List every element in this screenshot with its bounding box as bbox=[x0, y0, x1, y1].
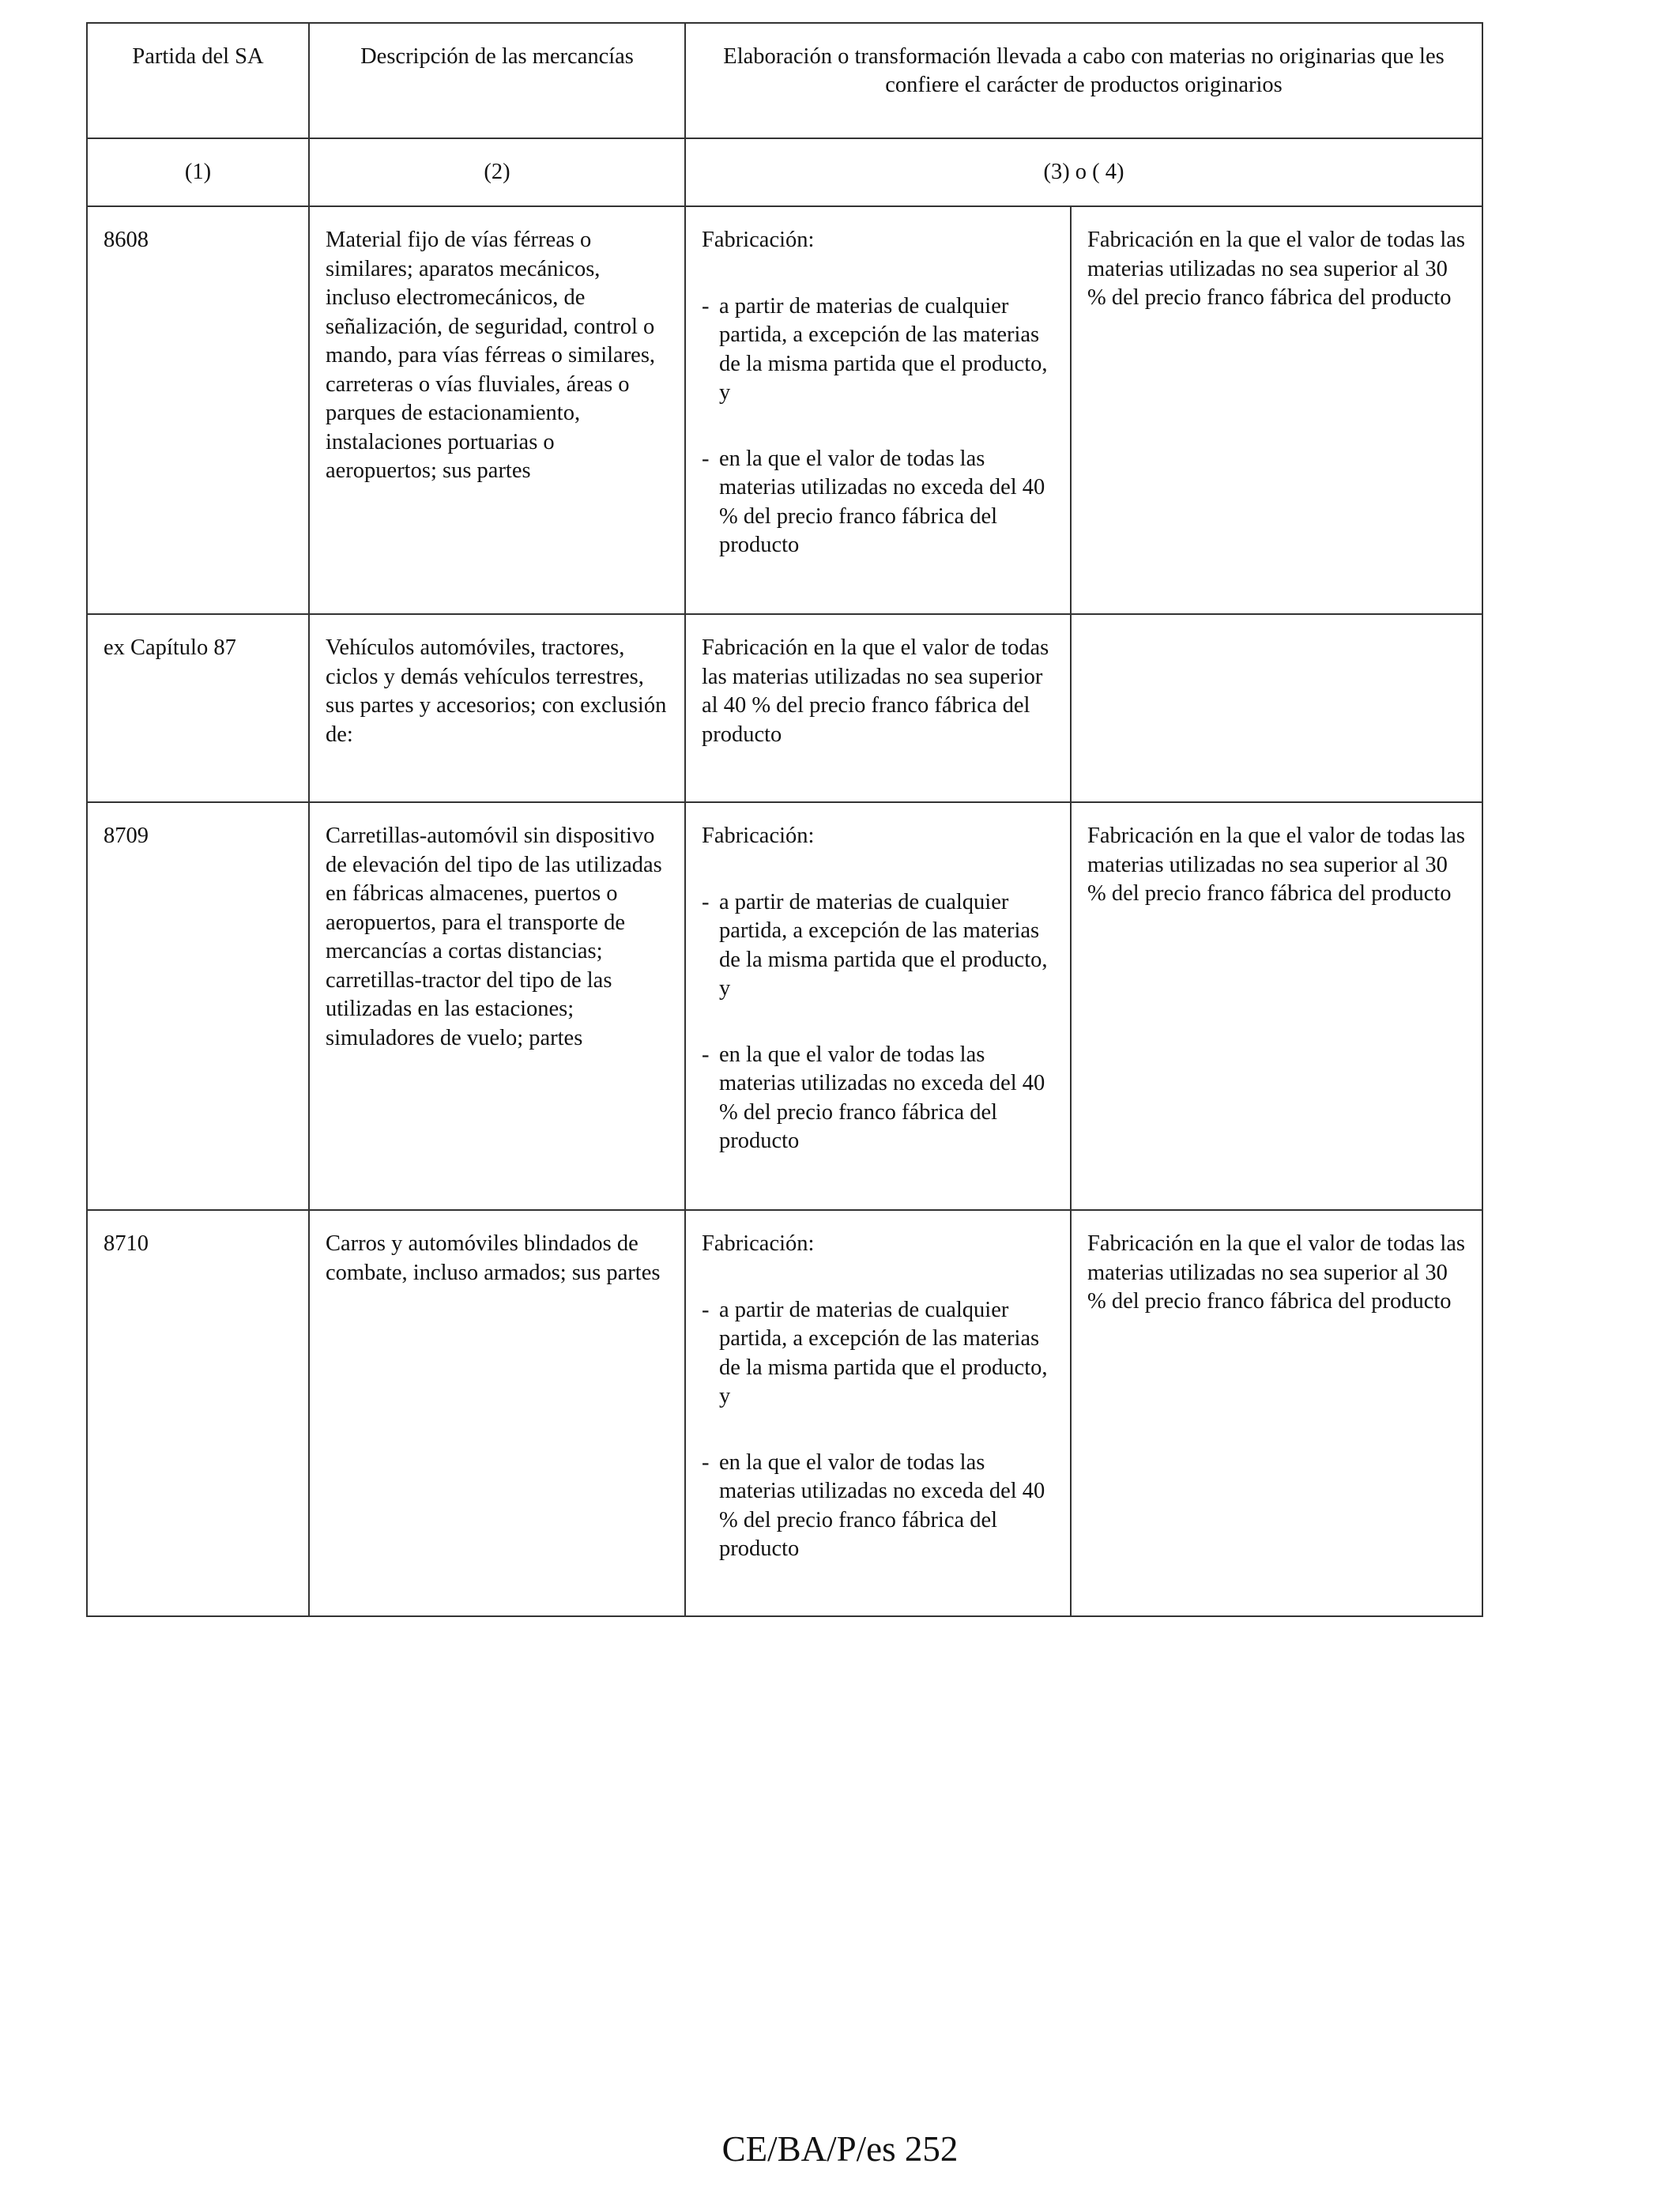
page-footer-reference: CE/BA/P/es 252 bbox=[721, 2129, 959, 2169]
table-row bbox=[87, 614, 1482, 802]
cell-rule-col3: Fabricación en la que el valor de todas las materias utilizadas no sea superior al 40 % del precio franco fábrica del producto bbox=[685, 614, 1071, 802]
cell-rule-col3 bbox=[685, 802, 1071, 1210]
rule-bullet bbox=[702, 445, 1054, 560]
rule-bullet bbox=[702, 888, 1054, 1004]
cell-description: Carretillas-automóvil sin dispositivo de elevación del tipo de las utilizadas en fábricas almacenes, puertos o aeropuertos, para el transporte de mercancías a cortas distancias; carretillas-tractor del tipo de las utilizadas en las estaciones; simuladores de vuelo; partes bbox=[309, 802, 685, 1210]
header-goods-description: Descripción de las mercancías bbox=[309, 23, 685, 138]
bullet-marker: - bbox=[702, 1042, 710, 1067]
column-number-2: (2) bbox=[309, 138, 685, 206]
bullet-marker: - bbox=[702, 1449, 710, 1475]
bullet-text: a partir de materias de cualquier partida, a excepción de las materias de la misma partida que el producto, y bbox=[719, 1297, 1048, 1408]
cell-rule-col3 bbox=[685, 1210, 1071, 1616]
bullet-marker: - bbox=[702, 293, 710, 319]
cell-rule-col4: Fabricación en la que el valor de todas las materias utilizadas no sea superior al 30 % del precio franco fábrica del producto bbox=[1071, 206, 1482, 614]
header-working-processing: Elaboración o transformación llevada a cabo con materias no originarias que les confiere el carácter de productos originarios bbox=[685, 23, 1482, 138]
table-row bbox=[87, 802, 1482, 1210]
bullet-marker: - bbox=[702, 446, 710, 471]
rule-bullet bbox=[702, 1041, 1054, 1156]
bullet-text: en la que el valor de todas las materias utilizadas no exceda del 40 % del precio franco fábrica del producto bbox=[719, 446, 1045, 557]
rule-bullet bbox=[702, 1296, 1054, 1412]
header-hs-heading: Partida del SA bbox=[87, 23, 309, 138]
cell-rule-col4: Fabricación en la que el valor de todas las materias utilizadas no sea superior al 30 % del precio franco fábrica del producto bbox=[1071, 802, 1482, 1210]
column-number-3-or-4: (3) o ( 4) bbox=[685, 138, 1482, 206]
bullet-text: a partir de materias de cualquier partida, a excepción de las materias de la misma partida que el producto, y bbox=[719, 293, 1048, 405]
table-row bbox=[87, 206, 1482, 614]
cell-hs-heading: 8608 bbox=[87, 206, 309, 614]
cell-rule-col3 bbox=[685, 206, 1071, 614]
table-row bbox=[87, 1210, 1482, 1616]
rule-bullet bbox=[702, 1449, 1054, 1564]
column-number-row bbox=[87, 138, 1482, 206]
cell-hs-heading: ex Capítulo 87 bbox=[87, 614, 309, 802]
rule-intro: Fabricación: bbox=[702, 824, 815, 848]
cell-rule-col4: Fabricación en la que el valor de todas las materias utilizadas no sea superior al 30 % del precio franco fábrica del producto bbox=[1071, 1210, 1482, 1616]
table-header-row bbox=[87, 23, 1482, 138]
bullet-marker: - bbox=[702, 889, 710, 914]
rule-intro: Fabricación: bbox=[702, 1231, 815, 1256]
cell-description: Vehículos automóviles, tractores, ciclos y demás vehículos terrestres, sus partes y accesorios; con exclusión de: bbox=[309, 614, 685, 802]
cell-description: Carros y automóviles blindados de combate, incluso armados; sus partes bbox=[309, 1210, 685, 1616]
origin-rules-table bbox=[86, 22, 1483, 1617]
cell-hs-heading: 8709 bbox=[87, 802, 309, 1210]
bullet-text: a partir de materias de cualquier partida, a excepción de las materias de la misma partida que el producto, y bbox=[719, 889, 1048, 1001]
cell-description: Material fijo de vías férreas o similares; aparatos mecánicos, incluso electromecánicos, de señalización, de seguridad, control o mando, para vías férreas o similares, carreteras o vías fluviales, áreas o parques de estacionamiento, instalaciones portuarias o aeropuertos; sus partes bbox=[309, 206, 685, 614]
rule-intro: Fabricación: bbox=[702, 228, 815, 252]
column-number-1: (1) bbox=[87, 138, 309, 206]
bullet-text: en la que el valor de todas las materias utilizadas no exceda del 40 % del precio franco fábrica del producto bbox=[719, 1449, 1045, 1561]
bullet-marker: - bbox=[702, 1297, 710, 1322]
cell-hs-heading: 8710 bbox=[87, 1210, 309, 1616]
cell-rule-col4 bbox=[1071, 614, 1482, 802]
rule-bullet bbox=[702, 292, 1054, 408]
bullet-text: en la que el valor de todas las materias utilizadas no exceda del 40 % del precio franco fábrica del producto bbox=[719, 1042, 1045, 1153]
